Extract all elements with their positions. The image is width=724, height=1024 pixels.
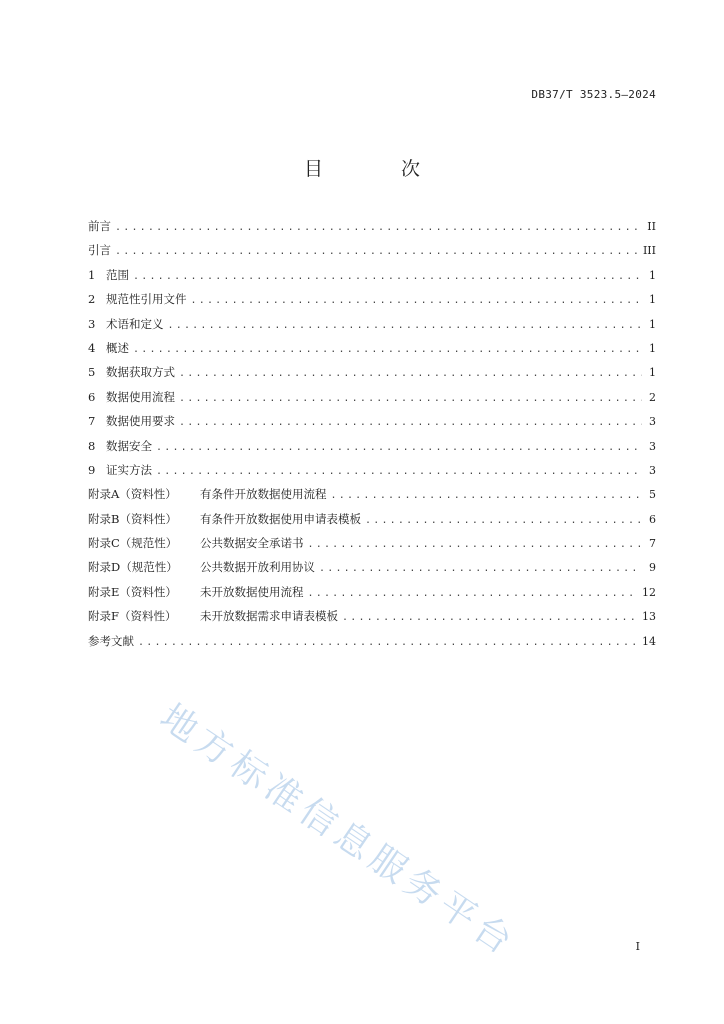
toc-page-ref: 2 bbox=[649, 390, 656, 404]
toc-entry-number: 3 bbox=[88, 316, 96, 331]
toc-entry-text: 未开放数据需求申请表模板 bbox=[200, 609, 338, 624]
dot-leader bbox=[342, 612, 638, 623]
toc-page-ref: 5 bbox=[649, 488, 656, 502]
toc-title: 目 次 bbox=[303, 158, 457, 180]
toc-entry-label bbox=[88, 291, 187, 307]
dot-leader bbox=[308, 539, 643, 550]
toc-page-ref: 14 bbox=[642, 634, 656, 648]
toc-entry[interactable] bbox=[88, 291, 656, 315]
toc-entry[interactable] bbox=[88, 486, 656, 510]
dot-leader bbox=[168, 320, 643, 331]
toc-entry-number: 2 bbox=[88, 292, 96, 307]
toc-entry-text: 未开放数据使用流程 bbox=[200, 584, 304, 599]
dot-leader bbox=[133, 344, 642, 355]
toc-entry[interactable] bbox=[88, 559, 656, 583]
toc-page-ref: 3 bbox=[649, 463, 656, 477]
dot-leader bbox=[115, 222, 642, 233]
toc-entry-text: 规范性引用文件 bbox=[106, 292, 187, 307]
toc-entry-label bbox=[88, 389, 175, 405]
toc-entry-text: 范围 bbox=[106, 267, 129, 282]
toc-page-ref: 3 bbox=[649, 415, 656, 429]
toc-entry[interactable] bbox=[88, 535, 656, 559]
toc-entry-number: 6 bbox=[88, 389, 96, 404]
dot-leader bbox=[365, 515, 642, 526]
toc-entry-label bbox=[88, 511, 361, 527]
toc-entry-label bbox=[88, 267, 129, 283]
toc-entry-text: 有条件开放数据使用流程 bbox=[200, 487, 327, 502]
toc-entry-label bbox=[88, 535, 304, 551]
toc-page-ref: 1 bbox=[649, 268, 656, 282]
toc-page-ref: 12 bbox=[642, 585, 656, 599]
toc-entry-number: 4 bbox=[88, 340, 96, 355]
toc-page-ref: 1 bbox=[649, 317, 656, 331]
toc-page-ref: 6 bbox=[649, 512, 656, 526]
dot-leader bbox=[133, 271, 642, 282]
dot-leader bbox=[331, 490, 643, 501]
toc-entry-text: 证实方法 bbox=[106, 462, 152, 477]
toc-appendix-tag: 附录D（规范性） bbox=[88, 560, 178, 575]
toc-page-ref: 1 bbox=[649, 293, 656, 307]
toc-entry-text: 参考文献 bbox=[88, 633, 134, 648]
toc-entry[interactable] bbox=[88, 438, 656, 462]
toc-entry-number: 9 bbox=[88, 462, 96, 477]
toc-page-ref: 3 bbox=[649, 439, 656, 453]
toc-appendix-tag: 附录B（资料性） bbox=[88, 511, 177, 526]
toc-entry-label bbox=[88, 242, 111, 258]
toc-entry-label bbox=[88, 413, 175, 429]
toc-page-ref: 1 bbox=[649, 341, 656, 355]
toc-entry[interactable] bbox=[88, 340, 656, 364]
toc-entry[interactable] bbox=[88, 633, 656, 657]
toc-entry[interactable] bbox=[88, 242, 656, 266]
toc-appendix-tag: 附录C（规范性） bbox=[88, 536, 178, 551]
toc-appendix-tag: 附录A（资料性） bbox=[88, 487, 177, 502]
toc-entry-text: 公共数据安全承诺书 bbox=[200, 536, 304, 551]
standard-code: DB37/T 3523.5—2024 bbox=[531, 88, 656, 101]
dot-leader bbox=[319, 563, 642, 574]
toc-entry-label bbox=[88, 340, 129, 356]
toc-entry[interactable] bbox=[88, 316, 656, 340]
toc-entry-label bbox=[88, 633, 134, 649]
dot-leader bbox=[115, 246, 639, 257]
toc-entry-text: 术语和定义 bbox=[106, 316, 164, 331]
dot-leader bbox=[179, 417, 642, 428]
toc-entry-label bbox=[88, 218, 111, 234]
toc-entry-text: 前言 bbox=[88, 219, 111, 233]
toc-entry[interactable] bbox=[88, 511, 656, 535]
dot-leader bbox=[308, 588, 639, 599]
toc-entry-text: 数据使用要求 bbox=[106, 414, 175, 429]
toc-page-ref: 9 bbox=[649, 561, 656, 575]
dot-leader bbox=[179, 393, 642, 404]
dot-leader bbox=[138, 637, 638, 648]
toc-page-ref: 13 bbox=[642, 610, 656, 624]
toc-entry-text: 公共数据开放利用协议 bbox=[200, 560, 315, 575]
toc-page-ref: 7 bbox=[649, 537, 656, 551]
toc-appendix-tag: 附录F（资料性） bbox=[88, 609, 177, 624]
table-of-contents bbox=[88, 218, 656, 657]
page-number: I bbox=[635, 940, 640, 953]
toc-page-ref: III bbox=[642, 244, 656, 258]
toc-entry-label bbox=[88, 364, 175, 380]
toc-entry[interactable] bbox=[88, 218, 656, 242]
toc-entry-label bbox=[88, 438, 152, 454]
toc-entry-text: 概述 bbox=[106, 340, 129, 355]
dot-leader bbox=[191, 295, 643, 306]
toc-entry-label bbox=[88, 608, 338, 624]
toc-entry[interactable] bbox=[88, 389, 656, 413]
toc-entry-label bbox=[88, 559, 315, 575]
toc-entry-label bbox=[88, 462, 152, 478]
toc-entry-number: 5 bbox=[88, 365, 96, 380]
toc-entry[interactable] bbox=[88, 364, 656, 388]
toc-entry-number: 1 bbox=[88, 267, 96, 282]
toc-entry-text: 有条件开放数据使用申请表模板 bbox=[200, 511, 361, 526]
toc-entry-text: 数据安全 bbox=[106, 438, 152, 453]
toc-appendix-tag: 附录E（资料性） bbox=[88, 584, 177, 599]
toc-page-ref: II bbox=[647, 220, 656, 233]
toc-entry[interactable] bbox=[88, 584, 656, 608]
toc-entry-label bbox=[88, 486, 327, 502]
toc-entry[interactable] bbox=[88, 608, 656, 632]
toc-entry-label bbox=[88, 316, 164, 332]
toc-entry[interactable] bbox=[88, 267, 656, 291]
toc-entry-number: 7 bbox=[88, 414, 96, 429]
dot-leader bbox=[156, 442, 642, 453]
watermark: 地方标准信息服务平台 bbox=[152, 696, 524, 966]
dot-leader bbox=[179, 368, 642, 379]
toc-page-ref: 1 bbox=[649, 366, 656, 380]
dot-leader bbox=[156, 466, 642, 477]
toc-entry-text: 数据使用流程 bbox=[106, 389, 175, 404]
toc-entry[interactable] bbox=[88, 462, 656, 486]
toc-entry-text: 数据获取方式 bbox=[106, 365, 175, 380]
toc-entry-label bbox=[88, 584, 304, 600]
toc-entry[interactable] bbox=[88, 413, 656, 437]
toc-entry-number: 8 bbox=[88, 438, 96, 453]
toc-entry-text: 引言 bbox=[88, 243, 111, 258]
